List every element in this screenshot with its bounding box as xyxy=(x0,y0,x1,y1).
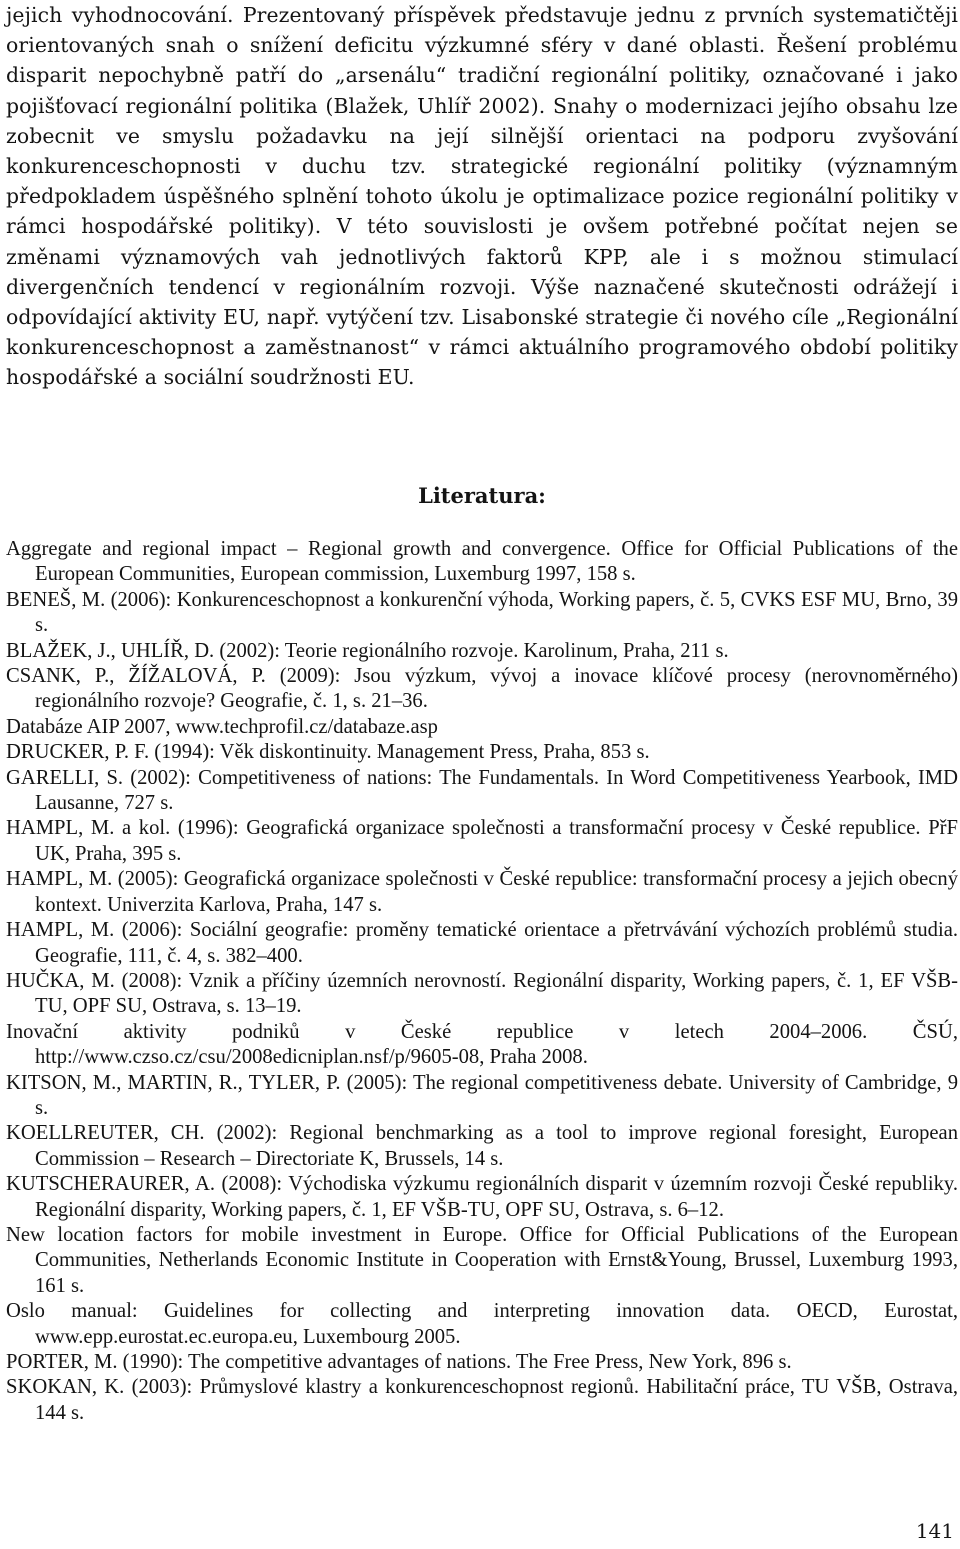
reference-item: HUČKA, M. (2008): Vznik a příčiny územních nerovností. Regionální disparity, Working papers, č. 1, EF VŠB-TU, OPF SU, Ostrava, s. 13–19. xyxy=(6,969,958,1018)
reference-list xyxy=(6,537,958,1426)
reference-item: Databáze AIP 2007, www.techprofil.cz/databaze.asp xyxy=(6,715,438,738)
body-paragraph: jejich vyhodnocování. Prezentovaný příspěvek představuje jednu z prvních systematičtěji orientovaných snah o snížení deficitu výzkumné sféry v dané oblasti. Řešení problému disparit nepochybně patří do „arsenálu“ tradiční regionální politiky, označované i jako pojišťovací regionální politika (Blažek, Uhlíř 2002). Snahy o modernizaci jejího obsahu lze zobecnit ve smyslu požadavku na její silnější orientaci na podporu zvyšování konkurenceschopnosti v duchu tzv. strategické regionální politiky (významným předpokladem úspěšného splnění tohoto úkolu je optimalizace pozice regionální politiky v rámci hospodářské politiky). V této souvislosti je ovšem potřebné počítat nejen se změnami významových vah jednotlivých faktorů KPP, ale i s možnou stimulací divergenčních tendencí v regionálním rozvoji. Výše naznačené skutečnosti odrážejí i odpovídající aktivity EU, např. vytýčení tzv. Lisabonské strategie či nového cíle „Regionální konkurenceschopnost a zaměstnanost“ v rámci aktuálního programového období politiky hospodářské a sociální soudržnosti EU. xyxy=(6,3,958,390)
reference-item: Aggregate and regional impact – Regional growth and convergence. Office for Official Publications of the European Communities, European commission, Luxemburg 1997, 158 s. xyxy=(6,538,958,586)
reference-item: KITSON, M., MARTIN, R., TYLER, P. (2005): The regional competitiveness debate. University of Cambridge, 9 s. xyxy=(6,1071,958,1119)
reference-item: DRUCKER, P. F. (1994): Věk diskontinuity. Management Press, Praha, 853 s. xyxy=(6,741,650,764)
reference-item: Oslo manual: Guidelines for collecting and interpreting innovation data. OECD, Eurostat, www.epp.eurostat.ec.europa.eu, Luxembourg 2005. xyxy=(6,1300,958,1348)
reference-item: BLAŽEK, J., UHLÍŘ, D. (2002): Teorie regionálního rozvoje. Karolinum, Praha, 211 s. xyxy=(6,639,729,662)
reference-item: HAMPL, M. (2006): Sociální geografie: proměny tematické orientace a přetrvávání výchozích problémů studia. Geografie, 111, č. 4, s. 382–400. xyxy=(6,919,958,967)
literature-heading: Literatura: xyxy=(418,483,546,508)
reference-item: KUTSCHERAURER, A. (2008): Východiska výzkumu regionálních disparit v územním rozvoji České republiky. Regionální disparity, Working papers, č. 1, EF VŠB-TU, OPF SU, Ostrava, s. 6–12. xyxy=(6,1173,958,1221)
reference-item: KOELLREUTER, CH. (2002): Regional benchmarking as a tool to improve regional foresight, European Commission – Research – Directoriate K, Brussels, 14 s. xyxy=(6,1122,958,1170)
reference-item: Inovační aktivity podniků v České republice v letech 2004–2006. ČSÚ, http://www.czso.cz/csu/2008edicniplan.nsf/p/9605-08, Praha 2008. xyxy=(6,1020,958,1069)
reference-item: BENEŠ, M. (2006): Konkurenceschopnost a konkurenční výhoda, Working papers, č. 5, CVKS ESF MU, Brno, 39 s. xyxy=(6,588,958,637)
page-number: 141 xyxy=(915,1519,954,1543)
reference-item: SKOKAN, K. (2003): Průmyslové klastry a konkurenceschopnost regionů. Habilitační práce, TU VŠB, Ostrava, 144 s. xyxy=(6,1376,958,1424)
page xyxy=(6,0,958,1543)
reference-item: CSANK, P., ŽÍŽALOVÁ, P. (2009): Jsou výzkum, vývoj a inovace klíčové procesy (nerovnoměrného) regionálního rozvoje? Geografie, č. 1, s. 21–36. xyxy=(6,665,958,713)
reference-item: HAMPL, M. a kol. (1996): Geografická organizace společnosti a transformační procesy v České republice. PřF UK, Praha, 395 s. xyxy=(6,817,958,865)
reference-item: GARELLI, S. (2002): Competitiveness of nations: The Fundamentals. In Word Competitiveness Yearbook, IMD Lausanne, 727 s. xyxy=(6,766,958,815)
reference-item: HAMPL, M. (2005): Geografická organizace společnosti v České republice: transformační procesy a jejich obecný kontext. Univerzita Karlova, Praha, 147 s. xyxy=(6,868,958,916)
reference-item: PORTER, M. (1990): The competitive advantages of nations. The Free Press, New York, 896 s. xyxy=(6,1351,792,1373)
reference-item: New location factors for mobile investment in Europe. Office for Official Publications of the European Communities, Netherlands Economic Institute in Cooperation with Ernst&Young, Brussel, Luxemburg 1993, 161 s. xyxy=(6,1223,958,1297)
